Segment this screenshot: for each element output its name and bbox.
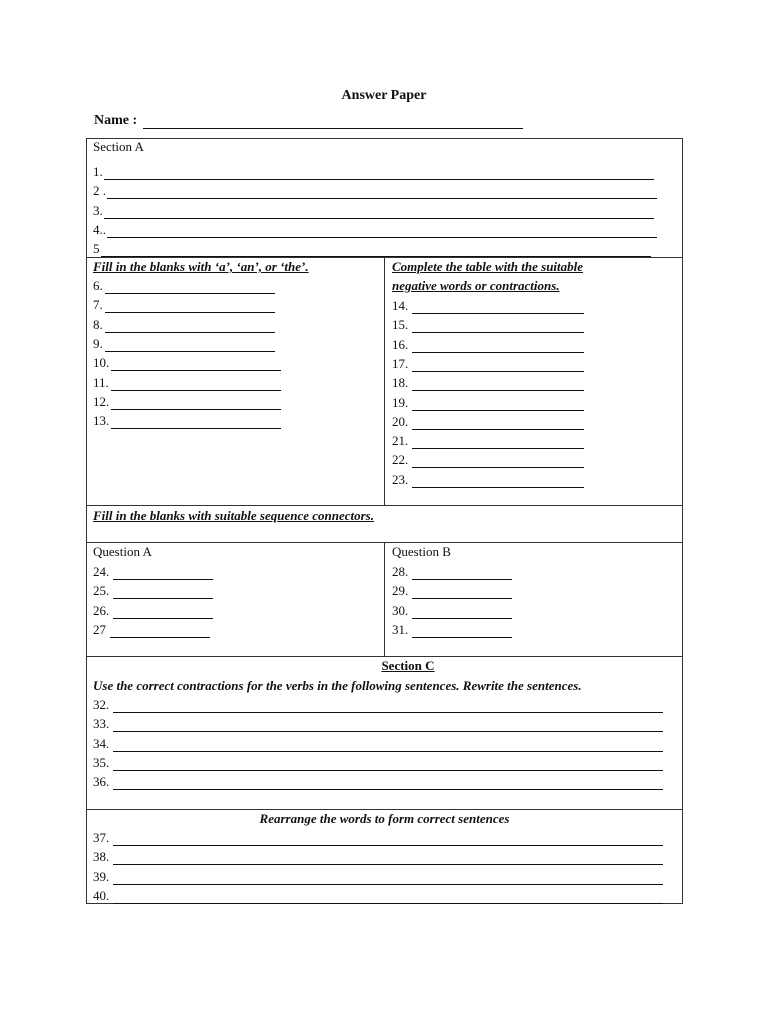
section-a-heading: Section A [93,139,144,154]
answer-row [93,183,657,199]
answer-row [392,472,584,488]
answer-blank[interactable] [412,358,584,372]
answer-blank[interactable] [113,738,663,752]
answer-blank[interactable] [113,566,213,580]
negatives-instruction-line2: negative words or contractions. [392,278,560,293]
answer-blank[interactable] [113,605,213,619]
answer-blank[interactable] [412,300,584,314]
answer-row [392,356,584,372]
answer-blank[interactable] [105,280,275,294]
divider-section-c [86,656,683,657]
answer-row [392,337,584,353]
answer-blank[interactable] [111,357,281,371]
question-number: 5 [93,241,100,257]
answer-row [93,583,213,599]
answer-row [392,452,584,468]
question-number: 4.. [93,221,106,237]
answer-blank[interactable] [412,624,512,638]
question-number: 30. [392,602,409,618]
answer-blank[interactable] [113,871,663,885]
question-number: 7. [93,297,103,313]
divider-connectors-top [86,505,683,506]
answer-row [93,716,663,732]
answer-blank[interactable] [105,319,275,333]
question-number: 25. [93,583,110,599]
answer-row [93,355,281,371]
answer-blank[interactable] [113,699,663,713]
question-number: 1. [93,164,103,179]
answer-row [93,603,213,619]
question-number: 26. [93,602,110,618]
answer-row [93,869,663,885]
answer-blank[interactable] [412,566,512,580]
answer-blank[interactable] [110,624,210,638]
question-number: 10. [93,355,110,371]
question-number: 15. [392,317,409,333]
answer-row [93,564,213,580]
column-divider-lower [384,542,385,656]
answer-blank[interactable] [105,338,275,352]
answer-blank[interactable] [113,832,663,846]
answer-row [392,564,512,580]
answer-blank[interactable] [412,605,512,619]
question-number: 9. [93,335,103,351]
answer-blank[interactable] [113,757,663,771]
question-number: 34. [93,735,110,751]
answer-row [93,697,663,713]
answer-row [93,413,281,429]
question-number: 39. [93,868,110,884]
question-number: 6. [93,278,103,293]
answer-row [93,622,210,638]
answer-blank[interactable] [412,416,584,430]
answer-blank[interactable] [111,396,281,410]
rearrange-instruction: Rearrange the words to form correct sentences [259,811,510,826]
answer-row [392,395,584,411]
question-number: 32. [93,697,110,712]
question-a-heading: Question A [93,544,152,559]
articles-instruction: Fill in the blanks with ‘a’, ‘an’, or ‘the’. [93,259,309,274]
question-number: 11. [93,374,109,390]
question-number: 18. [392,375,409,391]
question-number: 13. [93,413,110,429]
answer-blank[interactable] [107,224,657,238]
answer-row [93,394,281,410]
answer-blank[interactable] [113,585,213,599]
question-number: 14. [392,298,409,313]
answer-blank[interactable] [101,243,651,257]
answer-row [93,774,663,790]
answer-row [93,375,281,391]
answer-blank[interactable] [412,397,584,411]
question-number: 8. [93,316,103,332]
answer-blank[interactable] [104,205,654,219]
answer-row [93,736,663,752]
question-number: 3. [93,202,103,218]
question-number: 2 . [93,183,106,199]
connectors-instruction: Fill in the blanks with suitable sequence connectors. [93,508,374,523]
name-label: Name : [94,113,138,128]
question-number: 24. [93,564,110,579]
answer-row [392,298,584,314]
answer-row [93,297,275,313]
column-divider-upper [384,257,385,505]
answer-blank[interactable] [412,377,584,391]
answer-row [93,336,275,352]
negatives-instruction-line1: Complete the table with the suitable [392,259,584,274]
question-number: 29. [392,583,409,599]
answer-blank[interactable] [113,890,663,904]
answer-blank[interactable] [113,776,663,790]
page-title: Answer Paper [341,88,427,103]
answer-blank[interactable] [412,319,584,333]
question-number: 27 [93,621,106,637]
answer-blank[interactable] [105,299,275,313]
question-number: 40. [93,887,110,903]
answer-row [392,317,584,333]
question-number: 19. [392,394,409,410]
answer-row [93,849,663,865]
answer-row [93,830,663,846]
question-number: 20. [392,413,409,429]
question-number: 38. [93,849,110,865]
name-row [94,113,523,129]
answer-blank[interactable] [113,851,663,865]
question-number: 21. [392,433,409,449]
question-number: 22. [392,452,409,468]
question-number: 33. [93,716,110,732]
answer-row [93,222,657,238]
answer-blank[interactable] [412,585,512,599]
answer-blank[interactable] [111,415,281,429]
section-c-heading: Section C [381,658,435,673]
name-blank[interactable] [143,114,523,129]
question-number: 12. [93,393,110,409]
answer-row [93,755,663,771]
section-c-instruction: Use the correct contractions for the verbs in the following sentences. Rewrite the sentences. [93,678,582,693]
answer-row [392,433,584,449]
question-number: 36. [93,774,110,790]
answer-blank[interactable] [107,185,657,199]
answer-row [93,241,651,257]
question-b-heading: Question B [392,544,451,559]
question-number: 37. [93,830,110,845]
answer-blank[interactable] [412,454,584,468]
divider-rearrange [86,809,683,810]
answer-row [93,164,654,180]
answer-row [93,317,275,333]
answer-blank[interactable] [412,435,584,449]
answer-row [392,375,584,391]
answer-row [392,603,512,619]
question-number: 23. [392,471,409,487]
answer-blank[interactable] [111,377,281,391]
answer-blank[interactable] [412,474,584,488]
question-number: 17. [392,355,409,371]
answer-row [93,888,663,904]
answer-row [392,583,512,599]
question-number: 31. [392,621,409,637]
question-number: 16. [392,336,409,352]
answer-blank[interactable] [113,718,663,732]
answer-row [93,203,654,219]
question-number: 28. [392,564,409,579]
answer-blank[interactable] [104,166,654,180]
answer-row [392,414,584,430]
answer-row [392,622,512,638]
answer-blank[interactable] [412,339,584,353]
question-number: 35. [93,754,110,770]
answer-row [93,278,275,294]
